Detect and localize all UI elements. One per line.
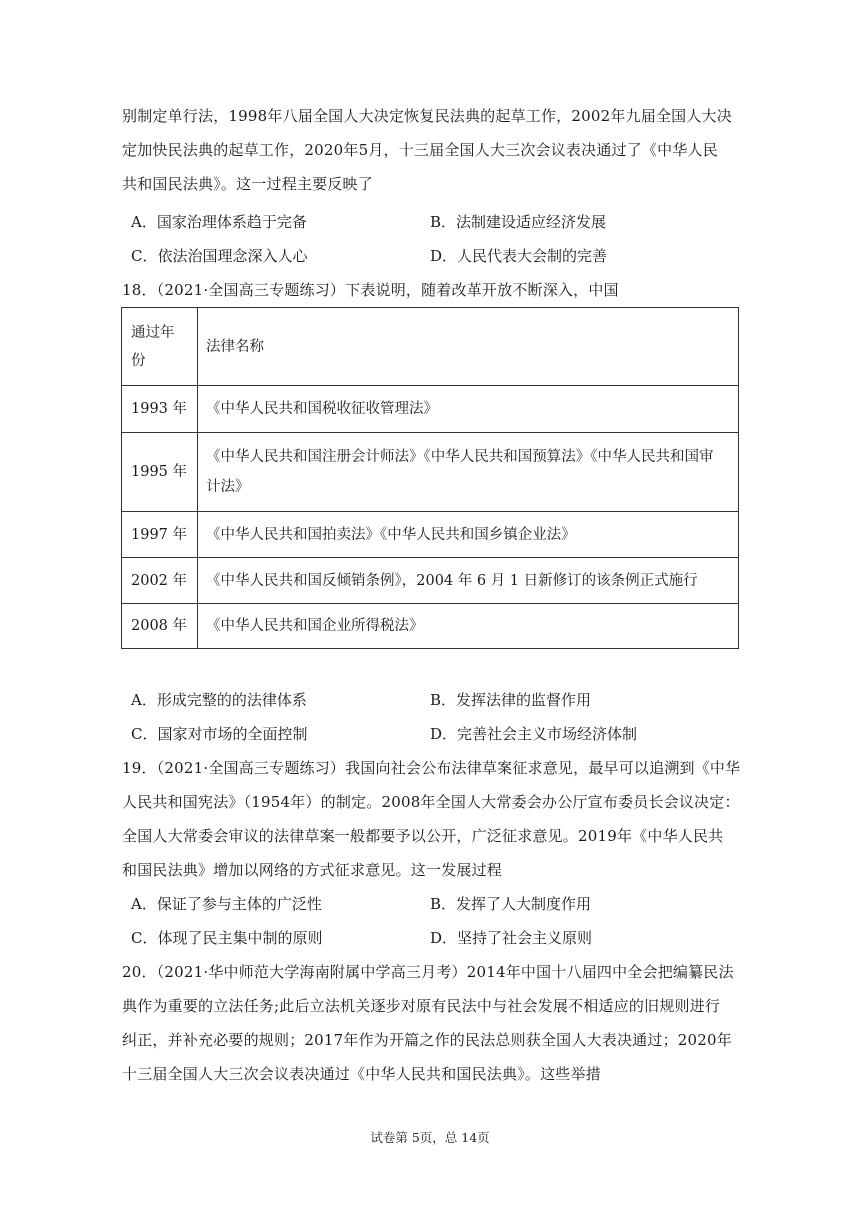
q20-stem-line-3: 纠正，并补充必要的规则；2017年作为开篇之作的民法总则获全国人大表决通过；2020年 xyxy=(122,1031,732,1049)
page-footer: 试卷第 5页，总 14页 xyxy=(370,1130,490,1145)
row-law-name: 《中华人民共和国企业所得税法》 xyxy=(198,604,739,649)
q19-stem-line-4: 和国民法典》增加以网络的方式征求意见。这一发展过程 xyxy=(122,861,503,879)
row-year: 1993 年 xyxy=(122,386,198,433)
q17-option-d[interactable]: D．人民代表大会制的完善 xyxy=(430,247,608,265)
q17-stem-line-2: 定加快民法典的起草工作，2020年5月，十三届全国人大三次会议表决通过了《中华人民 xyxy=(122,141,718,159)
q19-stem-line-3: 全国人大常委会审议的法律草案一般都要予以公开，广泛征求意见。2019年《中华人民共 xyxy=(122,827,724,845)
row-law-name: 《中华人民共和国税收征收管理法》 xyxy=(198,386,739,433)
table-row xyxy=(122,433,739,512)
q18-option-b[interactable]: B．发挥法律的监督作用 xyxy=(430,691,592,709)
row-law-name xyxy=(198,433,739,512)
table-row xyxy=(122,604,739,649)
q17-option-a[interactable]: A．国家治理体系趋于完备 xyxy=(131,213,307,231)
q18-option-d[interactable]: D．完善社会主义市场经济体制 xyxy=(430,725,638,743)
table-header-row xyxy=(122,308,739,386)
law-table xyxy=(121,307,739,649)
q19-option-a[interactable]: A．保证了参与主体的广泛性 xyxy=(131,895,322,913)
q18-option-a[interactable]: A．形成完整的的法律体系 xyxy=(131,691,307,709)
row-year: 1995 年 xyxy=(122,433,198,512)
row-law-name: 《中华人民共和国拍卖法》《中华人民共和国乡镇企业法》 xyxy=(198,512,739,558)
q17-option-c[interactable]: C．依法治国理念深入人心 xyxy=(131,247,308,265)
row-year: 1997 年 xyxy=(122,512,198,558)
row-law-name: 《中华人民共和国反倾销条例》，2004 年 6 月 1 日新修订的该条例正式施行 xyxy=(198,558,739,604)
row-year: 2008 年 xyxy=(122,604,198,649)
q17-option-b[interactable]: B．法制建设适应经济发展 xyxy=(430,213,607,231)
header-year-line-2: 份 xyxy=(131,352,146,369)
q20-stem-line-2: 典作为重要的立法任务;此后立法机关逐步对原有民法中与社会发展不相适应的旧规则进行 xyxy=(122,997,721,1015)
q19-option-b[interactable]: B．发挥了人大制度作用 xyxy=(430,895,592,913)
header-year-cell xyxy=(122,308,198,386)
header-name-cell: 法律名称 xyxy=(198,308,739,386)
row-law-name-line-2: 计法》 xyxy=(206,479,250,495)
q17-stem-line-1: 别制定单行法，1998年八届全国人大决定恢复民法典的起草工作，2002年九届全国人大决 xyxy=(122,107,732,125)
q19-stem-line-1: 19．（2021·全国高三专题练习）我国向社会公布法律草案征求意见，最早可以追溯到《中华 xyxy=(122,759,741,777)
q19-option-c[interactable]: C．体现了民主集中制的原则 xyxy=(131,929,323,947)
q19-option-d[interactable]: D．坚持了社会主义原则 xyxy=(430,929,593,947)
q17-stem-line-3: 共和国民法典》。这一过程主要反映了 xyxy=(122,175,373,193)
row-year: 2002 年 xyxy=(122,558,198,604)
header-year-line-1: 通过年 xyxy=(131,324,175,341)
table-row xyxy=(122,558,739,604)
q18-option-c[interactable]: C．国家对市场的全面控制 xyxy=(131,725,308,743)
q18-stem: 18．（2021·全国高三专题练习）下表说明，随着改革开放不断深入，中国 xyxy=(122,281,619,299)
q20-stem-line-4: 十三届全国人大三次会议表决通过《中华人民共和国民法典》。这些举措 xyxy=(122,1065,601,1083)
table-row xyxy=(122,386,739,433)
table-row xyxy=(122,512,739,558)
q19-stem-line-2: 人民共和国宪法》（1954年）的制定。2008年全国人大常委会办公厅宣布委员长会议决定： xyxy=(122,793,740,811)
q20-stem-line-1: 20．（2021·华中师范大学海南附属中学高三月考）2014年中国十八届四中全会把编纂民法 xyxy=(122,963,734,981)
row-law-name-line-1: 《中华人民共和国注册会计师法》《中华人民共和国预算法》《中华人民共和国审 xyxy=(206,449,714,465)
